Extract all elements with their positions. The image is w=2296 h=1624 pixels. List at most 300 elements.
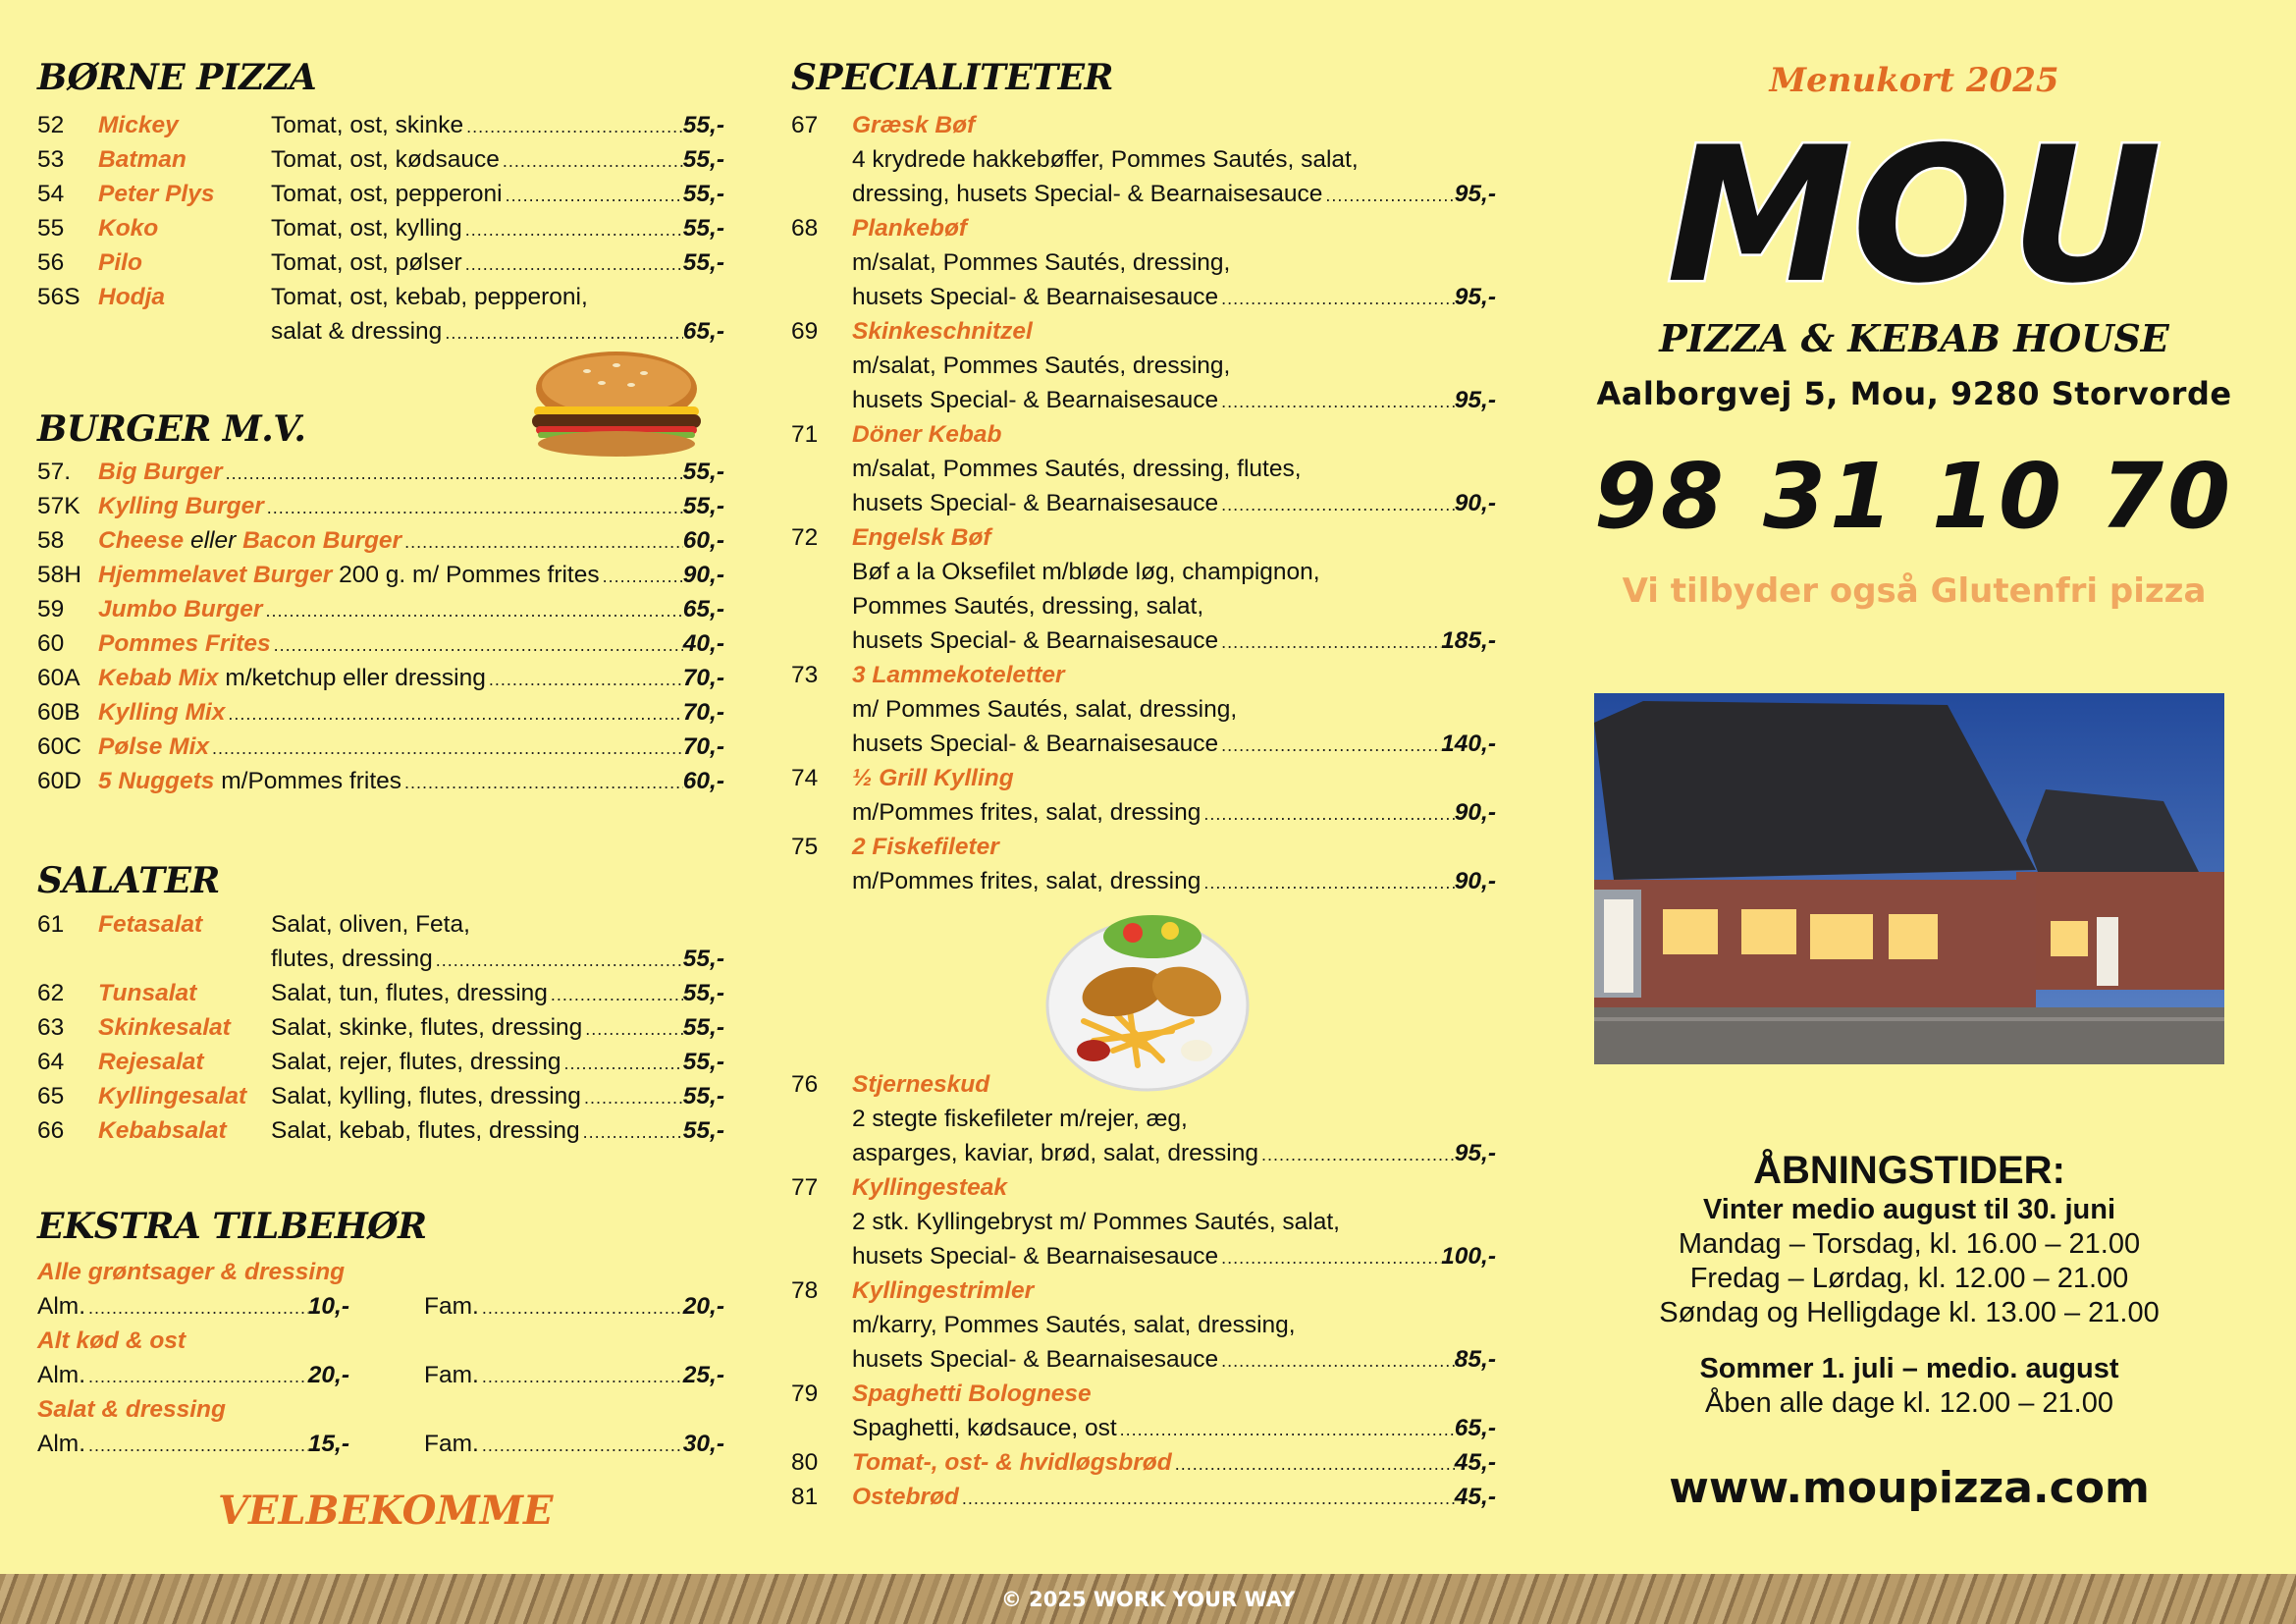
dot-leader xyxy=(85,1360,308,1394)
item-desc: husets Special- & Bearnaisesauce xyxy=(852,1243,1219,1270)
dot-leader xyxy=(1258,1138,1455,1172)
price: 90,- xyxy=(1454,799,1496,826)
menu-row xyxy=(791,1480,1498,1514)
item-number: 52 xyxy=(37,112,65,138)
price: 55,- xyxy=(682,493,724,519)
item-desc: Tomat, ost, pepperoni xyxy=(271,181,503,207)
item-conj: eller xyxy=(184,527,243,554)
subtitle: PIZZA & KEBAB HOUSE xyxy=(1659,316,2169,360)
dot-leader xyxy=(463,110,683,144)
item-desc: dressing, husets Special- & Bearnaisesauce xyxy=(852,181,1323,207)
item-desc: Salat, tun, flutes, dressing xyxy=(271,980,548,1006)
winter-line-3: Søndag og Helligdage kl. 13.00 – 21.00 xyxy=(1659,1297,2160,1328)
menu-row xyxy=(37,661,724,695)
opening-title: ÅBNINGSTIDER: xyxy=(1753,1149,2065,1192)
specialiteter-list-a xyxy=(791,108,1498,898)
item-number: 56 xyxy=(37,249,65,276)
burger-leader xyxy=(98,592,724,628)
dot-leader xyxy=(1218,385,1455,419)
spec-text xyxy=(852,795,1201,830)
menu-row xyxy=(37,523,724,558)
spec-text xyxy=(852,1411,1117,1445)
menu-row xyxy=(791,314,1498,349)
item-name: Döner Kebab xyxy=(852,421,1002,448)
item-desc: husets Special- & Bearnaisesauce xyxy=(852,490,1219,516)
menu-row xyxy=(791,1273,1498,1308)
item-name: Mickey xyxy=(98,112,179,138)
dot-leader xyxy=(225,697,682,731)
ekstra-fam-leader xyxy=(424,1289,724,1326)
burger-text xyxy=(98,592,262,626)
specialiteter-heading: SPECIALITETER xyxy=(791,57,1113,98)
fam-label: Fam. xyxy=(424,1431,479,1457)
spec-leader xyxy=(852,177,1496,213)
menu-row xyxy=(37,942,724,976)
menu-row xyxy=(37,764,724,798)
salat-leader xyxy=(271,1079,724,1115)
item-desc: Salat, kylling, flutes, dressing xyxy=(271,1083,581,1110)
burger-leader xyxy=(98,558,724,594)
spec-text xyxy=(852,280,1218,314)
dot-leader xyxy=(1201,866,1454,900)
salater-heading: SALATER xyxy=(37,860,220,901)
item-desc: salat & dressing xyxy=(271,318,443,345)
ekstra-price-row xyxy=(37,1289,724,1324)
ekstra-alm-leader xyxy=(37,1427,349,1463)
price: 45,- xyxy=(1454,1484,1496,1510)
price: 15,- xyxy=(307,1431,349,1457)
spec-leader xyxy=(852,486,1496,522)
desc-row xyxy=(791,245,1498,280)
menu-row xyxy=(791,1377,1498,1411)
item-number: 76 xyxy=(791,1071,819,1098)
ekstra-alm-text xyxy=(37,1358,85,1392)
item-name: Hjemmelavet Burger xyxy=(98,562,333,588)
dot-leader xyxy=(479,1429,683,1463)
item-desc: Tomat, ost, skinke xyxy=(271,112,464,138)
price: 90,- xyxy=(1454,868,1496,894)
item-number: 62 xyxy=(37,980,65,1006)
alm-label: Alm. xyxy=(37,1431,85,1457)
menu-row xyxy=(791,417,1498,452)
ekstra-category-row xyxy=(37,1255,724,1289)
item-number: 58 xyxy=(37,527,65,554)
spec-text xyxy=(852,177,1322,211)
spec-c-text xyxy=(852,1480,959,1514)
item-desc: Spaghetti, kødsauce, ost xyxy=(852,1415,1117,1441)
item-name: Tunsalat xyxy=(98,980,197,1006)
item-number: 65 xyxy=(37,1083,65,1110)
item-desc: 4 krydrede hakkebøffer, Pommes Sautés, salat, xyxy=(852,146,1359,173)
burger-text xyxy=(98,730,209,764)
price: 55,- xyxy=(682,181,724,207)
item-desc: m/ketchup eller dressing xyxy=(218,665,486,691)
item-number: 77 xyxy=(791,1174,819,1201)
dot-leader xyxy=(433,944,683,978)
spec-text xyxy=(852,383,1218,417)
item-desc: Tomat, ost, kylling xyxy=(271,215,462,242)
dot-leader xyxy=(462,213,683,247)
item-name-2: Bacon Burger xyxy=(242,527,402,554)
item-name: Skinkesalat xyxy=(98,1014,231,1041)
dot-leader xyxy=(223,457,683,491)
item-number: 78 xyxy=(791,1277,819,1304)
svg-text:MOU: MOU xyxy=(1666,118,2163,314)
item-desc: m/ Pommes Sautés, salat, dressing, xyxy=(852,696,1238,723)
menu-row xyxy=(37,1079,724,1113)
salat-leader xyxy=(271,1113,724,1150)
menu-row xyxy=(791,1170,1498,1205)
dot-leader xyxy=(1322,179,1454,213)
dot-leader xyxy=(1218,1241,1441,1275)
item-number: 59 xyxy=(37,596,65,623)
menu-row xyxy=(37,730,724,764)
ekstra-heading: EKSTRA TILBEHØR xyxy=(37,1206,427,1247)
menukort-label: Menukort 2025 xyxy=(1769,61,2059,100)
item-name: Stjerneskud xyxy=(852,1071,990,1098)
price: 25,- xyxy=(682,1362,724,1388)
price-row xyxy=(791,795,1498,830)
item-name: Koko xyxy=(98,215,159,242)
burger-list xyxy=(37,455,724,798)
menu-row xyxy=(37,907,724,942)
price-row xyxy=(791,177,1498,211)
item-desc: Salat, kebab, flutes, dressing xyxy=(271,1117,580,1144)
ekstra-alm-text xyxy=(37,1427,85,1461)
item-desc: husets Special- & Bearnaisesauce xyxy=(852,731,1219,757)
spec-leader xyxy=(852,1411,1496,1447)
borne-leader xyxy=(271,211,724,247)
borne-text xyxy=(271,177,503,211)
item-desc: 2 stk. Kyllingebryst m/ Pommes Sautés, salat, xyxy=(852,1209,1340,1235)
item-number: 61 xyxy=(37,911,65,938)
price: 55,- xyxy=(682,146,724,173)
borne-leader xyxy=(271,245,724,282)
ekstra-alm-text xyxy=(37,1289,85,1324)
desc-row xyxy=(791,692,1498,727)
menu-row xyxy=(37,280,724,314)
item-desc: Tomat, ost, pølser xyxy=(271,249,462,276)
spec-leader xyxy=(852,1239,1496,1275)
desc-row xyxy=(791,349,1498,383)
salater-list xyxy=(37,907,724,1148)
burger-leader xyxy=(98,730,724,766)
item-desc: husets Special- & Bearnaisesauce xyxy=(852,387,1219,413)
menu-row xyxy=(37,177,724,211)
menu-row xyxy=(37,245,724,280)
menu-row xyxy=(791,1445,1498,1480)
winter-title: Vinter medio august til 30. juni xyxy=(1702,1194,2116,1225)
item-name: Græsk Bøf xyxy=(852,112,976,138)
item-desc: m/salat, Pommes Sautés, dressing, xyxy=(852,352,1231,379)
alm-label: Alm. xyxy=(37,1362,85,1388)
price: 40,- xyxy=(682,630,724,657)
dot-leader xyxy=(500,144,683,179)
borne-pizza-list xyxy=(37,108,724,349)
dot-leader xyxy=(209,731,683,766)
item-number: 57. xyxy=(37,459,72,485)
price: 90,- xyxy=(1454,490,1496,516)
item-number: 53 xyxy=(37,146,65,173)
ekstra-category: Alt kød & ost xyxy=(37,1327,187,1354)
item-desc: m/salat, Pommes Sautés, dressing, xyxy=(852,249,1231,276)
price: 100,- xyxy=(1441,1243,1496,1270)
menu-row xyxy=(791,830,1498,864)
burger-text xyxy=(98,558,600,592)
item-number: 57K xyxy=(37,493,80,519)
item-number: 69 xyxy=(791,318,819,345)
borne-leader xyxy=(271,142,724,179)
item-number: 60A xyxy=(37,665,80,691)
spec-leader xyxy=(852,623,1496,660)
item-name: Kyllingesalat xyxy=(98,1083,247,1110)
dot-leader xyxy=(264,491,683,525)
price: 65,- xyxy=(682,596,724,623)
ekstra-category-row xyxy=(37,1324,724,1358)
dot-leader xyxy=(1218,625,1441,660)
burger-text xyxy=(98,523,401,558)
item-desc: Salat, skinke, flutes, dressing xyxy=(271,1014,583,1041)
burger-image xyxy=(528,350,705,458)
item-desc: Tomat, ost, kebab, pepperoni, xyxy=(271,284,588,310)
desc-row xyxy=(791,142,1498,177)
menu-row xyxy=(37,695,724,730)
burger-text xyxy=(98,695,225,730)
burger-text xyxy=(98,489,264,523)
item-number: 72 xyxy=(791,524,819,551)
burger-text xyxy=(98,626,271,661)
item-name: 2 Fiskefileter xyxy=(852,834,999,860)
restaurant-photo xyxy=(1594,693,2224,1064)
menu-row xyxy=(37,976,724,1010)
burger-leader xyxy=(98,523,724,560)
price-row xyxy=(791,1342,1498,1377)
fam-label: Fam. xyxy=(424,1293,479,1320)
dot-leader xyxy=(1201,797,1454,832)
spec-text xyxy=(852,486,1218,520)
price: 95,- xyxy=(1454,387,1496,413)
spec-text xyxy=(852,1342,1218,1377)
ekstra-price-row xyxy=(37,1358,724,1392)
item-number: 55 xyxy=(37,215,65,242)
dot-leader xyxy=(271,628,683,663)
item-desc: asparges, kaviar, brød, salat, dressing xyxy=(852,1140,1258,1166)
ekstra-alm-leader xyxy=(37,1358,349,1394)
salat-leader xyxy=(271,1045,724,1081)
item-number: 71 xyxy=(791,421,819,448)
item-number: 60D xyxy=(37,768,81,794)
price-row xyxy=(791,727,1498,761)
borne-text xyxy=(271,211,462,245)
dot-leader xyxy=(479,1291,683,1326)
burger-text xyxy=(98,764,401,798)
dot-leader xyxy=(580,1115,683,1150)
item-number: 80 xyxy=(791,1449,819,1476)
item-name: 5 Nuggets xyxy=(98,768,215,794)
burger-leader xyxy=(98,764,724,800)
item-desc: husets Special- & Bearnaisesauce xyxy=(852,1346,1219,1373)
menu-row xyxy=(37,1010,724,1045)
item-number: 60 xyxy=(37,630,65,657)
item-name: Batman xyxy=(98,146,187,173)
item-name: Jumbo Burger xyxy=(98,596,263,623)
menu-row xyxy=(791,211,1498,245)
price-row xyxy=(791,1136,1498,1170)
burger-heading: BURGER M.V. xyxy=(37,408,306,450)
salat-text xyxy=(271,1079,581,1113)
item-desc: husets Special- & Bearnaisesauce xyxy=(852,284,1219,310)
price: 85,- xyxy=(1454,1346,1496,1373)
item-desc: flutes, dressing xyxy=(271,946,433,972)
item-name: Pølse Mix xyxy=(98,733,210,760)
price: 55,- xyxy=(682,459,724,485)
ekstra-fam-text xyxy=(424,1427,479,1461)
price: 55,- xyxy=(682,1049,724,1075)
fish-plate-image xyxy=(1044,903,1251,1092)
borne-text xyxy=(271,142,500,177)
item-desc: Salat, rejer, flutes, dressing xyxy=(271,1049,561,1075)
item-name: Tomat-, ost- & hvidløgsbrød xyxy=(852,1449,1172,1476)
ekstra-category: Salat & dressing xyxy=(37,1396,226,1423)
spec-c-text xyxy=(852,1445,1172,1480)
specialiteter-list-b xyxy=(791,1067,1498,1514)
price-row xyxy=(791,383,1498,417)
dot-leader xyxy=(442,316,682,351)
salat-leader xyxy=(271,976,724,1012)
price: 70,- xyxy=(682,733,724,760)
price: 60,- xyxy=(682,768,724,794)
winter-line-2: Fredag – Lørdag, kl. 12.00 – 21.00 xyxy=(1689,1263,2129,1294)
item-name: Peter Plys xyxy=(98,181,215,207)
item-name: 3 Lammekoteletter xyxy=(852,662,1065,688)
item-name: ½ Grill Kylling xyxy=(852,765,1014,791)
price: 95,- xyxy=(1454,1140,1496,1166)
dot-leader xyxy=(959,1482,1455,1516)
dot-leader xyxy=(1218,282,1455,316)
menu-row xyxy=(791,658,1498,692)
ekstra-fam-text xyxy=(424,1358,479,1392)
desc-row xyxy=(791,555,1498,589)
spec-leader xyxy=(852,1136,1496,1172)
price: 55,- xyxy=(682,1083,724,1110)
desc-row xyxy=(791,452,1498,486)
price-row xyxy=(791,1239,1498,1273)
item-desc: Pommes Sautés, dressing, salat, xyxy=(852,593,1204,620)
spec-c-leader xyxy=(852,1480,1496,1516)
menu-row xyxy=(37,626,724,661)
burger-text xyxy=(98,455,223,489)
borne-text xyxy=(271,108,463,142)
price: 10,- xyxy=(307,1293,349,1320)
spec-leader xyxy=(852,795,1496,832)
price: 55,- xyxy=(682,215,724,242)
price-row xyxy=(791,486,1498,520)
fam-label: Fam. xyxy=(424,1362,479,1388)
salat-text xyxy=(271,1045,561,1079)
burger-leader xyxy=(98,695,724,731)
spec-leader xyxy=(852,280,1496,316)
menu-row xyxy=(791,520,1498,555)
menu-row xyxy=(37,211,724,245)
item-desc: m/Pommes frites xyxy=(214,768,402,794)
item-desc: Tomat, ost, kødsauce xyxy=(271,146,500,173)
item-number: 66 xyxy=(37,1117,65,1144)
menu-row xyxy=(37,1045,724,1079)
menu-row xyxy=(37,314,724,349)
spec-text xyxy=(852,1136,1258,1170)
menu-row xyxy=(791,761,1498,795)
item-number: 67 xyxy=(791,112,819,138)
dot-leader xyxy=(1218,729,1441,763)
item-desc: m/Pommes frites, salat, dressing xyxy=(852,799,1201,826)
menu-row xyxy=(37,142,724,177)
item-name: Kebab Mix xyxy=(98,665,219,691)
dot-leader xyxy=(85,1429,308,1463)
item-desc: husets Special- & Bearnaisesauce xyxy=(852,627,1219,654)
ekstra-fam-leader xyxy=(424,1427,724,1463)
spec-leader xyxy=(852,383,1496,419)
burger-text xyxy=(98,661,486,695)
item-desc: 2 stegte fiskefileter m/rejer, æg, xyxy=(852,1106,1188,1132)
phone-number[interactable]: 98 31 10 70 xyxy=(1593,444,2235,549)
item-name: Big Burger xyxy=(98,459,223,485)
menu-row xyxy=(37,558,724,592)
spec-c-leader xyxy=(852,1445,1496,1482)
burger-leader xyxy=(98,661,724,697)
website-link[interactable]: www.moupizza.com xyxy=(1669,1463,2150,1513)
dot-leader xyxy=(503,179,683,213)
dot-leader xyxy=(561,1047,683,1081)
item-number: 74 xyxy=(791,765,819,791)
dot-leader xyxy=(1218,488,1455,522)
spec-text xyxy=(852,1239,1218,1273)
ekstra-list xyxy=(37,1255,724,1461)
desc-row xyxy=(791,1102,1498,1136)
item-number: 68 xyxy=(791,215,819,242)
spec-text xyxy=(852,727,1218,761)
salat-leader xyxy=(271,1010,724,1047)
burger-leader xyxy=(98,626,724,663)
spec-text xyxy=(852,864,1201,898)
borne-text xyxy=(271,314,442,349)
dot-leader xyxy=(486,663,683,697)
menu-row xyxy=(37,489,724,523)
item-name: Cheese xyxy=(98,527,185,554)
price: 20,- xyxy=(307,1362,349,1388)
borne-leader xyxy=(271,177,724,213)
item-desc: m/karry, Pommes Sautés, salat, dressing, xyxy=(852,1312,1296,1338)
price: 95,- xyxy=(1454,181,1496,207)
borne-leader xyxy=(271,108,724,144)
item-number: 75 xyxy=(791,834,819,860)
menu-row xyxy=(37,1113,724,1148)
item-number: 73 xyxy=(791,662,819,688)
price-row xyxy=(791,623,1498,658)
item-desc: 200 g. m/ Pommes frites xyxy=(332,562,600,588)
item-number: 58H xyxy=(37,562,81,588)
spec-leader xyxy=(852,864,1496,900)
price: 70,- xyxy=(682,665,724,691)
price: 70,- xyxy=(682,699,724,726)
copyright: © 2025 WORK YOUR WAY xyxy=(1000,1588,1296,1611)
dot-leader xyxy=(479,1360,683,1394)
borne-text xyxy=(271,245,462,280)
ekstra-alm-leader xyxy=(37,1289,349,1326)
item-name: Pommes Frites xyxy=(98,630,271,657)
salat-leader xyxy=(271,942,724,978)
spec-leader xyxy=(852,1342,1496,1379)
item-name: Fetasalat xyxy=(98,911,203,938)
